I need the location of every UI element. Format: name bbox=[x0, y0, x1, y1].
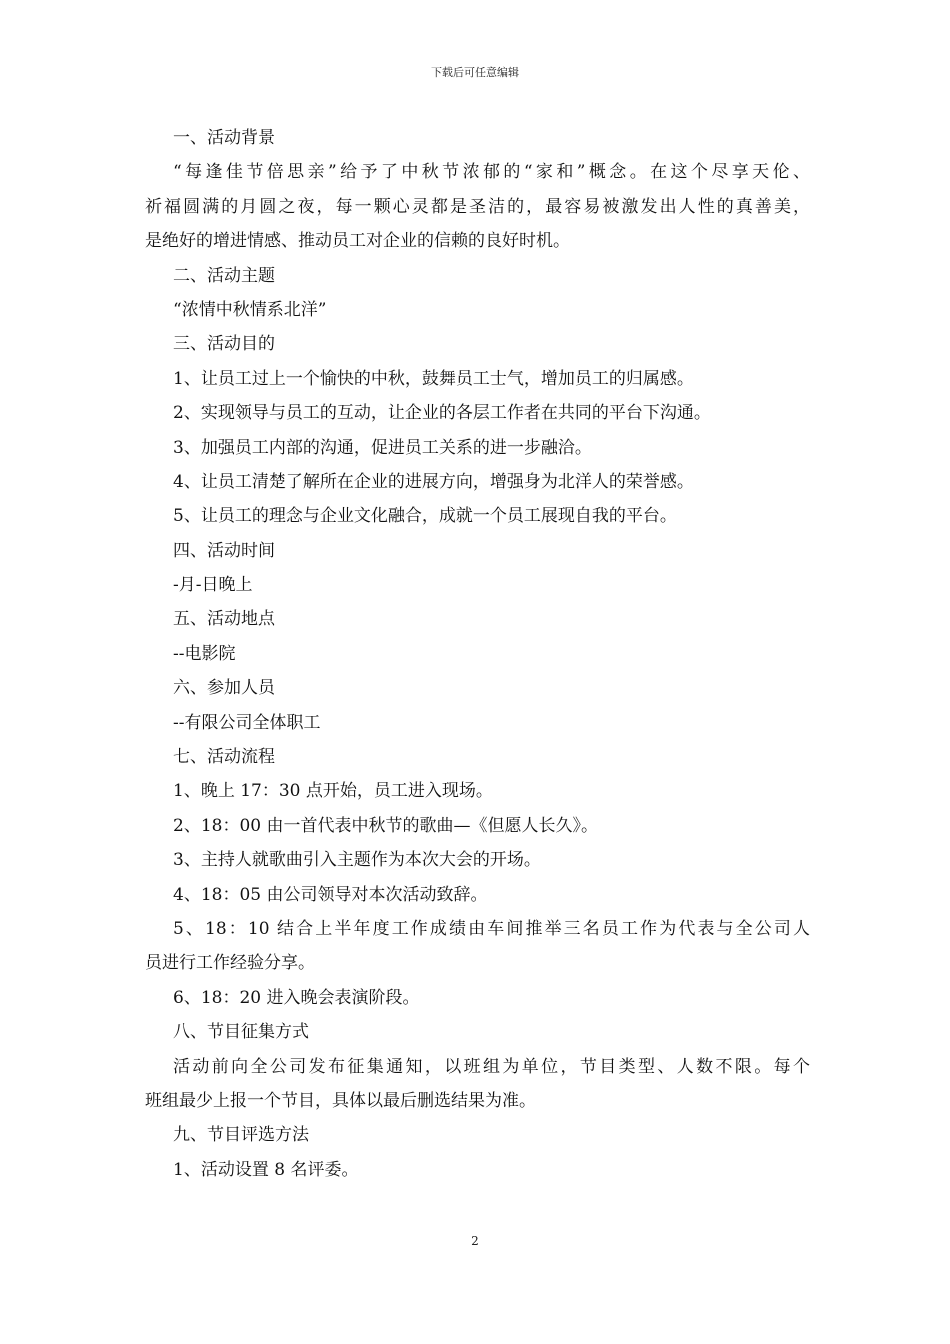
text-line: 班组最少上报一个节目，具体以最后删选结果为准。 bbox=[145, 1090, 536, 1111]
text-line: 四、活动时间 bbox=[173, 540, 275, 561]
text-line: --有限公司全体职工 bbox=[173, 712, 321, 733]
text-line: 5、18：10 结合上半年度工作成绩由车间推举三名员工作为代表与全公司人 bbox=[173, 918, 810, 939]
text-line: 五、活动地点 bbox=[173, 609, 275, 630]
text-line: 六、参加人员 bbox=[173, 678, 275, 699]
text-line: 2、18：00 由一首代表中秋节的歌曲—《但愿人长久》。 bbox=[173, 815, 598, 836]
text-line: 5、让员工的理念与企业文化融合，成就一个员工展现自我的平台。 bbox=[173, 506, 677, 527]
text-line: “浓情中秋情系北洋” bbox=[173, 299, 327, 320]
text-line: 4、让员工清楚了解所在企业的进展方向，增强身为北洋人的荣誉感。 bbox=[173, 471, 694, 492]
text-line: 3、加强员工内部的沟通，促进员工关系的进一步融洽。 bbox=[173, 437, 592, 458]
page-number: 2 bbox=[471, 1234, 479, 1248]
text-line: 九、节目评选方法 bbox=[173, 1125, 309, 1146]
text-line: 员进行工作经验分享。 bbox=[145, 953, 315, 974]
text-line: --电影院 bbox=[173, 643, 236, 664]
text-line: 1、活动设置 8 名评委。 bbox=[173, 1159, 359, 1180]
text-line: “每逢佳节倍思亲”给予了中秋节浓郁的“家和”概念。在这个尽享天伦、 bbox=[173, 162, 810, 183]
text-line: 3、主持人就歌曲引入主题作为本次大会的开场。 bbox=[173, 850, 541, 871]
text-line: -月-日晚上 bbox=[173, 575, 253, 596]
text-line: 4、18：05 由公司领导对本次活动致辞。 bbox=[173, 884, 488, 905]
text-line: 二、活动主题 bbox=[173, 265, 275, 286]
text-line: 祈福圆满的月圆之夜，每一颗心灵都是圣洁的，最容易被激发出人性的真善美， bbox=[145, 196, 810, 217]
text-line: 1、让员工过上一个愉快的中秋，鼓舞员工士气，增加员工的归属感。 bbox=[173, 368, 694, 389]
text-line: 八、节目征集方式 bbox=[173, 1022, 309, 1043]
text-line: 是绝好的增进情感、推动员工对企业的信赖的良好时机。 bbox=[145, 231, 570, 252]
document-body bbox=[145, 121, 810, 1187]
text-line: 一、活动背景 bbox=[173, 128, 275, 148]
text-line: 6、18：20 进入晚会表演阶段。 bbox=[173, 987, 420, 1008]
text-line: 2、实现领导与员工的互动，让企业的各层工作者在共同的平台下沟通。 bbox=[173, 403, 711, 424]
text-line: 1、晚上 17：30 点开始，员工进入现场。 bbox=[173, 781, 493, 802]
text-line: 三、活动目的 bbox=[173, 334, 275, 355]
text-line: 七、活动流程 bbox=[173, 747, 275, 768]
text-line: 活动前向全公司发布征集通知，以班组为单位，节目类型、人数不限。每个 bbox=[173, 1056, 810, 1077]
page-header: 下载后可任意编辑 bbox=[431, 66, 519, 79]
